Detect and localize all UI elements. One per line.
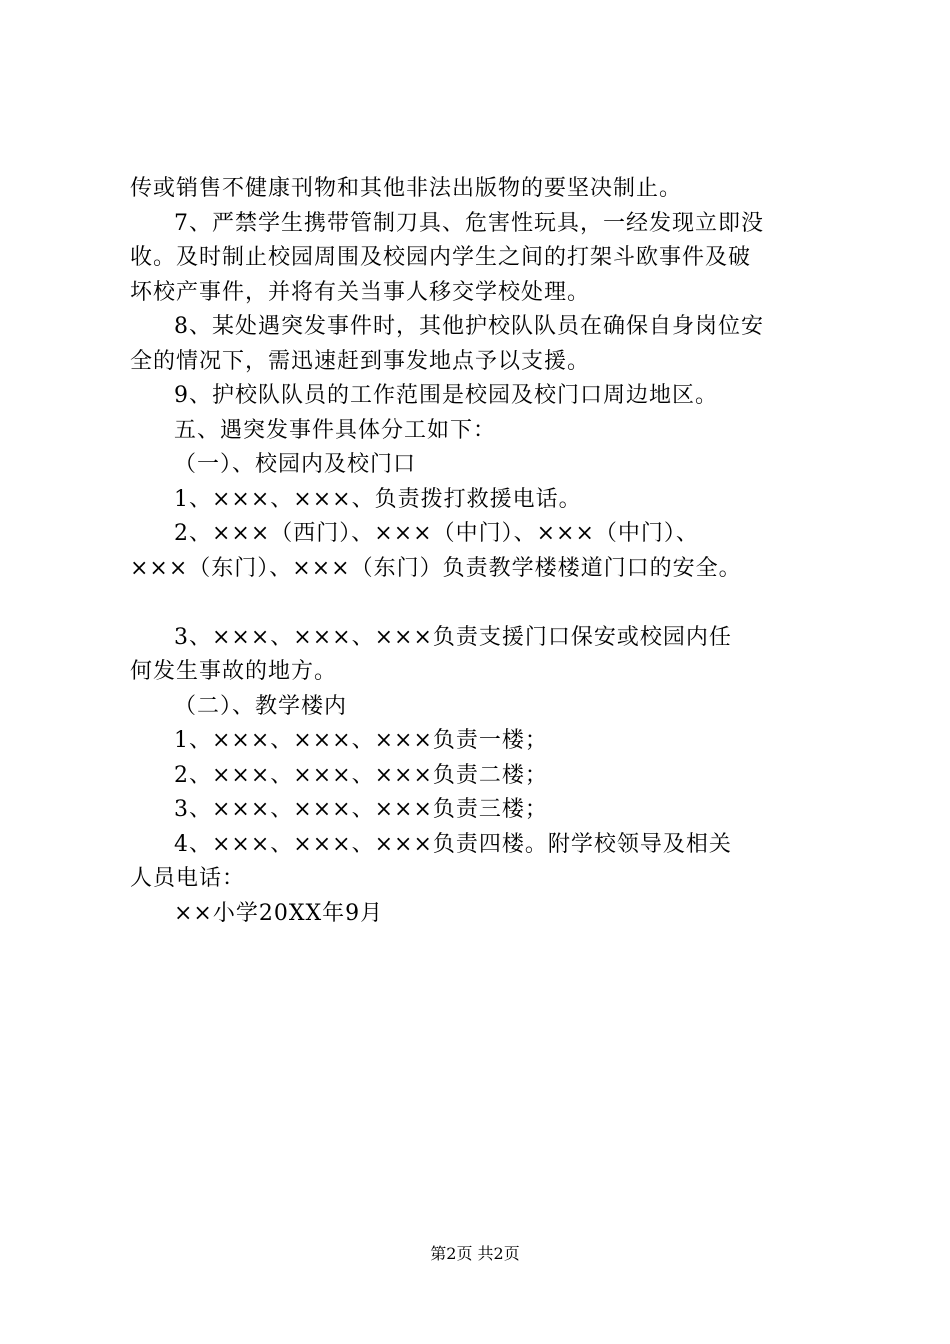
signature-line: ××小学20XX年9月 (174, 900, 384, 926)
document-body (130, 172, 835, 931)
paragraph-line: 9、护校队队员的工作范围是校园及校门口周边地区。 (174, 383, 718, 408)
paragraph-line: ×××（东门）、×××（东门）负责教学楼楼道门口的安全。 (130, 555, 742, 581)
paragraph-line: 坏校产事件，并将有关当事人移交学校处理。 (130, 279, 591, 305)
paragraph-line: 2、×××、×××、×××负责二楼； (174, 762, 548, 788)
paragraph-line: 人员电话： (130, 866, 246, 891)
paragraph-line: 1、×××、×××、负责拨打救援电话。 (174, 486, 582, 512)
paragraph-line: 7、严禁学生携带管制刀具、危害性玩具，一经发现立即没 (174, 210, 764, 236)
paragraph-line: 全的情况下，需迅速赶到事发地点予以支援。 (130, 348, 591, 374)
paragraph-line: 3、×××、×××、×××负责三楼； (174, 797, 548, 822)
subsection-heading: （二）、教学楼内 (174, 693, 348, 719)
subsection-heading: （一）、校园内及校门口 (174, 452, 417, 477)
paragraph-line: 收。及时制止校园周围及校园内学生之间的打架斗欧事件及破 (130, 245, 752, 270)
paragraph-line: 8、某处遇突发事件时，其他护校队队员在确保自身岗位安 (174, 314, 764, 339)
paragraph-line: 2、×××（西门）、×××（中门）、×××（中门）、 (174, 521, 699, 546)
section-heading: 五、遇突发事件具体分工如下： (174, 417, 497, 443)
paragraph-line: 传或销售不健康刊物和其他非法出版物的要坚决制止。 (130, 176, 683, 201)
paragraph-line: 4、×××、×××、×××负责四楼。附学校领导及相关 (174, 831, 732, 857)
paragraph-line: 3、×××、×××、×××负责支援门口保安或校园内任 (174, 624, 732, 650)
paragraph-line: 何发生事故的地方。 (130, 659, 338, 684)
page-footer: 第2页 共2页 (430, 1244, 520, 1263)
paragraph-line: 1、×××、×××、×××负责一楼； (174, 728, 548, 753)
blank-line (130, 586, 835, 621)
